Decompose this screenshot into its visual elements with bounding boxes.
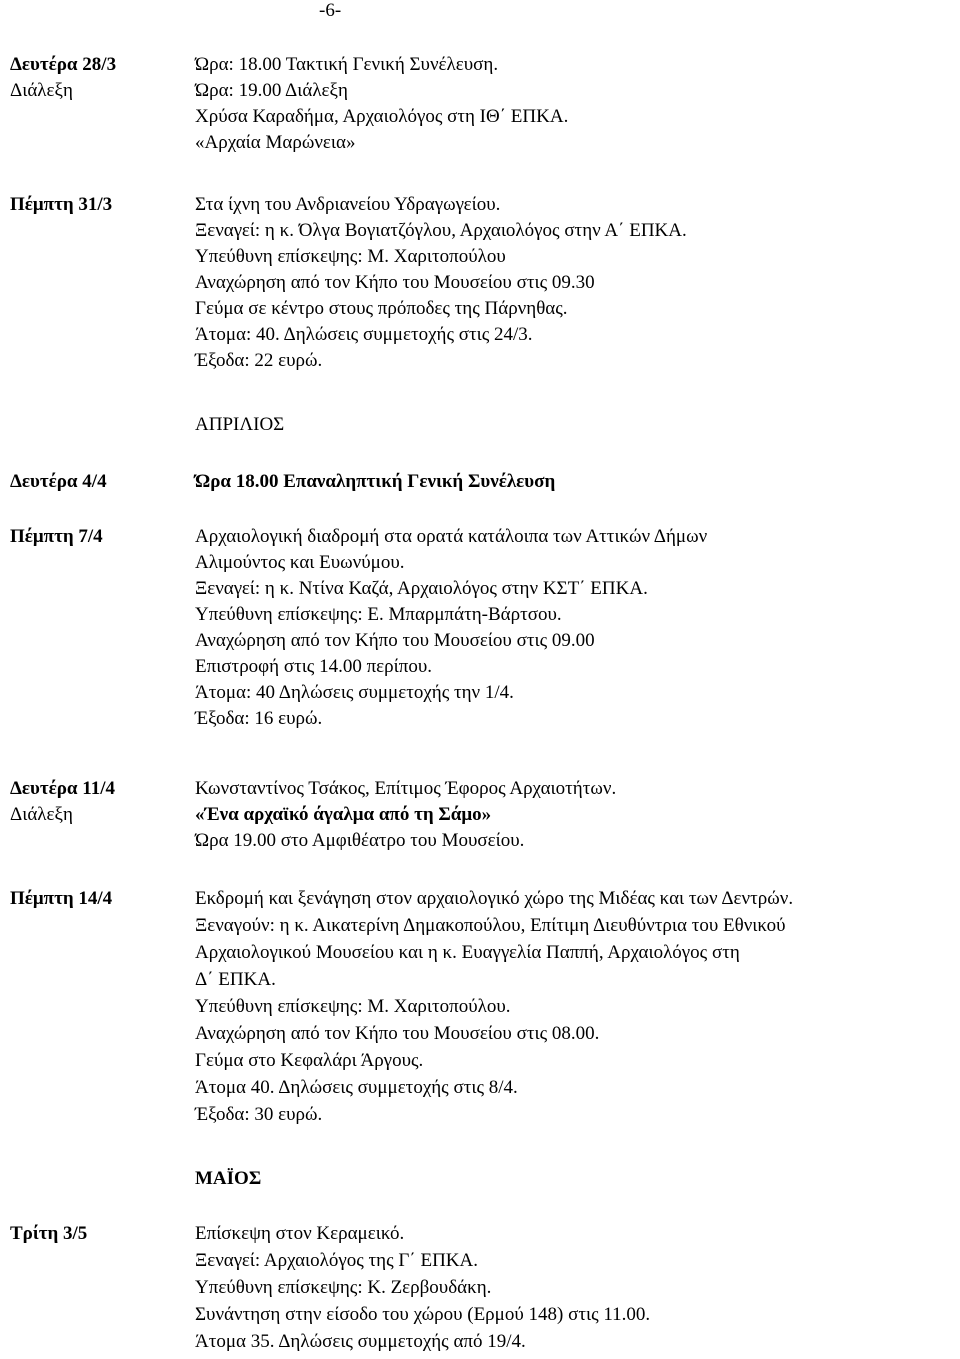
event-line: Αρχαιολογική διαδρομή στα ορατά κατάλοιπα των Αττικών Δήμων	[195, 526, 708, 547]
month-heading-may: ΜΑΪΟΣ	[195, 1168, 262, 1189]
day-label-tue-3-5: Τρίτη 3/5	[10, 1223, 88, 1244]
event-line: Υπεύθυνη επίσκεψης: Ε. Μπαρμπάτη-Βάρτσου.	[195, 604, 562, 625]
event-line: Γεύμα στο Κεφαλάρι Άργους.	[195, 1050, 424, 1071]
event-line: Υπεύθυνη επίσκεψης: Μ. Χαριτοπούλου	[195, 246, 506, 267]
lecture-title: «Αρχαία Μαρώνεια»	[195, 132, 356, 153]
event-line: Επιστροφή στις 14.00 περίπου.	[195, 656, 432, 677]
day-label-thu-14-4: Πέμπτη 14/4	[10, 888, 113, 909]
event-line: Αλιμούντος και Ευωνύμου.	[195, 552, 405, 573]
event-line: Υπεύθυνη επίσκεψης: Κ. Ζερβουδάκη.	[195, 1277, 492, 1298]
event-line: Επίσκεψη στον Κεραμεικό.	[195, 1223, 405, 1244]
event-type-lecture: Διάλεξη	[10, 80, 73, 101]
day-label-mon-28-3: Δευτέρα 28/3	[10, 54, 117, 75]
month-heading-april: ΑΠΡΙΛΙΟΣ	[195, 414, 285, 435]
event-line: Άτομα 40. Δηλώσεις συμμετοχής στις 8/4.	[195, 1077, 518, 1098]
event-line: Έξοδα: 22 ευρώ.	[195, 350, 323, 371]
page-number: -6-	[319, 0, 342, 21]
event-line: Ώρα: 18.00 Τακτική Γενική Συνέλευση.	[195, 54, 499, 75]
event-line: Έξοδα: 16 ευρώ.	[195, 708, 323, 729]
day-label-thu-7-4: Πέμπτη 7/4	[10, 526, 103, 547]
event-line: Αρχαιολογικού Μουσείου και η κ. Ευαγγελία Παππή, Αρχαιολόγος στη	[195, 942, 740, 963]
event-line: Υπεύθυνη επίσκεψης: Μ. Χαριτοπούλου.	[195, 996, 511, 1017]
event-line: Άτομα: 40 Δηλώσεις συμμετοχής την 1/4.	[195, 682, 514, 703]
day-label-mon-11-4: Δευτέρα 11/4	[10, 778, 116, 799]
day-label-thu-31-3: Πέμπτη 31/3	[10, 194, 113, 215]
event-line: Ώρα: 19.00 Διάλεξη	[195, 80, 348, 101]
event-line: Ώρα 18.00 Επαναληπτική Γενική Συνέλευση	[195, 471, 556, 492]
event-line: Ξεναγεί: η κ. Ντίνα Καζά, Αρχαιολόγος στην ΚΣΤ΄ ΕΠΚΑ.	[195, 578, 648, 599]
event-line: Ξεναγεί: η κ. Όλγα Βογιατζόγλου, Αρχαιολόγος στην Α΄ ΕΠΚΑ.	[195, 220, 687, 241]
event-line: Συνάντηση στην είσοδο του χώρου (Ερμού 148) στις 11.00.	[195, 1304, 651, 1325]
event-line: Άτομα: 40. Δηλώσεις συμμετοχής στις 24/3.	[195, 324, 533, 345]
lecture-title: «Ένα αρχαϊκό άγαλμα από τη Σάμο»	[195, 804, 492, 825]
event-line: Αναχώρηση από τον Κήπο του Μουσείου στις 09.00	[195, 630, 595, 651]
event-line: Έξοδα: 30 ευρώ.	[195, 1104, 323, 1125]
event-line: Ξεναγούν: η κ. Αικατερίνη Δημακοπούλου, Επίτιμη Διευθύντρια του Εθνικού	[195, 915, 786, 936]
event-line: Ξεναγεί: Αρχαιολόγος της Γ΄ ΕΠΚΑ.	[195, 1250, 478, 1271]
event-line: Εκδρομή και ξενάγηση στον αρχαιολογικό χώρο της Μιδέας και των Δεντρών.	[195, 888, 794, 909]
event-line: Ώρα 19.00 στο Αμφιθέατρο του Μουσείου.	[195, 830, 525, 851]
event-line: Αναχώρηση από τον Κήπο του Μουσείου στις 09.30	[195, 272, 595, 293]
event-type-lecture: Διάλεξη	[10, 804, 73, 825]
event-line: Άτομα 35. Δηλώσεις συμμετοχής από 19/4.	[195, 1331, 526, 1352]
event-line: Δ΄ ΕΠΚΑ.	[195, 969, 276, 990]
day-label-mon-4-4: Δευτέρα 4/4	[10, 471, 107, 492]
event-line: Χρύσα Καραδήμα, Αρχαιολόγος στη ΙΘ΄ ΕΠΚΑ.	[195, 106, 569, 127]
event-line: Στα ίχνη του Ανδριανείου Υδραγωγείου.	[195, 194, 501, 215]
event-line: Αναχώρηση από τον Κήπο του Μουσείου στις 08.00.	[195, 1023, 600, 1044]
event-line: Γεύμα σε κέντρο στους πρόποδες της Πάρνηθας.	[195, 298, 568, 319]
event-line: Κωνσταντίνος Τσάκος, Επίτιμος Έφορος Αρχαιοτήτων.	[195, 778, 617, 799]
